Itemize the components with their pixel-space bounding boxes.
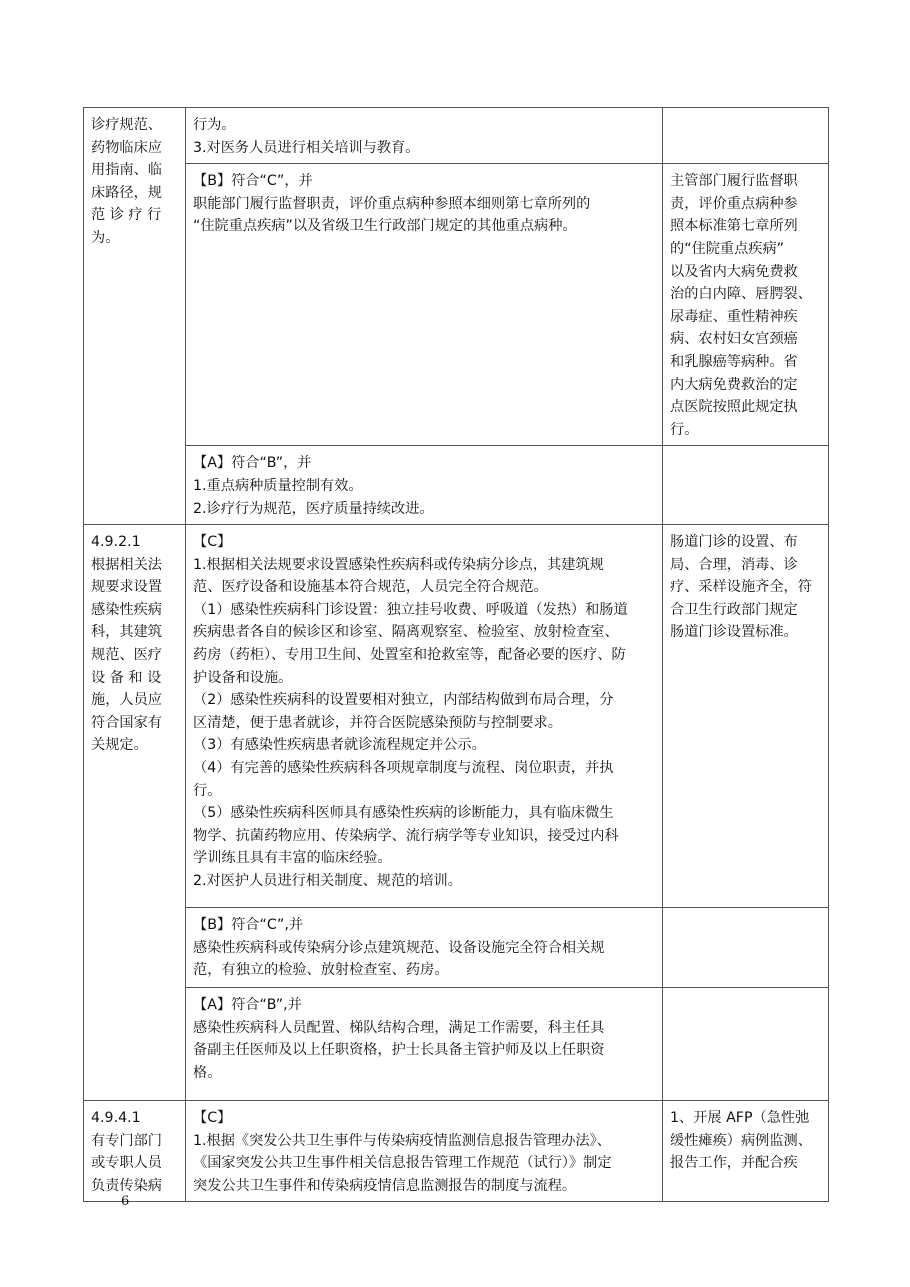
note-line: 治的白内障、唇腭裂、 xyxy=(670,286,812,303)
note-cell xyxy=(663,525,829,908)
standard-line: 护设备和设施。 xyxy=(193,669,293,686)
note-line: 病、农村妇女宫颈癌 xyxy=(670,331,798,348)
page-number: 6 xyxy=(121,1194,130,1209)
standard-line: 疾病患者各自的候诊区和诊室、隔离观察室、检验室、放射检查室、 xyxy=(193,624,619,641)
standard-line: 1.根据相关法规要求设置感染性疾病科或传染病分诊点，其建筑规 xyxy=(193,556,604,573)
table-row xyxy=(84,164,829,446)
standard-line: 突发公共卫生事件和传染病疫情信息监测报告的制度与流程。 xyxy=(193,1177,577,1194)
standard-line: 【B】符合“C”,并 xyxy=(193,917,304,934)
standard-line: 3.对医务人员进行相关培训与教育。 xyxy=(193,139,420,156)
standard-line: 物学、抗菌药物应用、传染病学、流行病学等专业知识，接受过内科 xyxy=(193,827,619,844)
standard-line: 《国家突发公共卫生事件相关信息报告管理工作规范（试行）》制定 xyxy=(193,1155,612,1172)
standard-line: 2.对医护人员进行相关制度、规范的培训。 xyxy=(193,873,462,889)
standard-cell xyxy=(186,1101,663,1202)
note-cell xyxy=(663,988,829,1101)
note-line: 以及省内大病免费救 xyxy=(670,263,798,280)
criterion-line: 4.9.2.1 xyxy=(91,534,141,551)
standard-line: 【A】符合“B”，并 xyxy=(193,455,312,472)
note-line: 责，评价重点病种参 xyxy=(670,195,798,212)
standard-line: 格。 xyxy=(193,1064,222,1081)
note-line: 点医院按照此规定执 xyxy=(670,399,798,416)
standard-line: 职能部门履行监督职责，评价重点病种参照本细则第七章所列的 xyxy=(193,195,591,212)
standard-cell xyxy=(186,525,663,908)
standard-line: 区清楚，便于患者就诊，并符合医院感染预防与控制要求。 xyxy=(193,714,562,731)
note-cell xyxy=(663,908,829,988)
standard-line: 【C】 xyxy=(193,1110,232,1127)
table-row xyxy=(84,525,829,908)
table-row xyxy=(84,1101,829,1202)
criterion-line: 药物临床应 xyxy=(91,139,162,156)
standard-line: （1）感染性疾病科门诊设置：独立挂号收费、呼吸道（发热）和肠道 xyxy=(193,601,628,618)
note-line: 1、开展 AFP（急性弛 xyxy=(670,1110,810,1127)
standard-line: （3）有感染性疾病患者就诊流程规定并公示。 xyxy=(193,737,486,754)
note-cell xyxy=(663,108,829,164)
standard-line: 2.诊疗行为规范，医疗质量持续改进。 xyxy=(193,500,434,517)
standard-cell xyxy=(186,988,663,1101)
standard-line: （4）有完善的感染性疾病科各项规章制度与流程、岗位职责，并执 xyxy=(193,760,614,777)
table-row xyxy=(84,446,829,525)
standard-line: 范，有独立的检验、放射检查室、药房。 xyxy=(193,962,449,979)
standard-line: 药房（药柜）、专用卫生间、处置室和抢救室等，配备必要的医疗、防 xyxy=(193,647,626,664)
standard-line: 感染性疾病科或传染病分诊点建筑规范、设备设施完全符合相关规 xyxy=(193,939,605,956)
table-row xyxy=(84,108,829,164)
standards-table xyxy=(83,107,829,1202)
note-cell xyxy=(663,1101,829,1202)
criterion-line: 诊疗规范、 xyxy=(91,117,162,133)
criterion-line: 负责传染病 xyxy=(91,1177,162,1194)
standard-line: 范、医疗设备和设施基本符合规范，人员完全符合规范。 xyxy=(193,579,548,596)
standard-line: 1.根据《突发公共卫生事件与传染病疫情监测信息报告管理办法》、 xyxy=(193,1132,611,1149)
standard-line: 学训练且具有丰富的临床经验。 xyxy=(193,850,392,867)
criterion-line: 用指南、临 xyxy=(91,162,162,179)
criterion-cell xyxy=(84,108,186,525)
note-line: 报告工作，并配合疾 xyxy=(670,1155,798,1172)
criterion-line: 有专门部门 xyxy=(91,1132,162,1149)
note-line: 和乳腺癌等病种。省 xyxy=(670,353,798,370)
criterion-line: 或专职人员 xyxy=(91,1155,162,1172)
standard-line: “住院重点疾病”以及省级卫生行政部门规定的其他重点病种。 xyxy=(193,218,577,235)
standard-line: 【A】符合“B”,并 xyxy=(193,997,302,1014)
standard-line: （2）感染性疾病科的设置要相对独立，内部结构做到布局合理，分 xyxy=(193,692,614,709)
note-line: 疗、采样设施齐全，符 xyxy=(670,579,812,596)
note-line: 主管部门履行监督职 xyxy=(670,173,798,190)
criterion-line: 施，人员应 xyxy=(91,692,162,709)
criterion-line: 为。 xyxy=(91,229,120,246)
criterion-line: 设 备 和 设 xyxy=(91,669,162,686)
standard-cell xyxy=(186,108,663,164)
note-line: 内大病免费救治的定 xyxy=(670,376,798,393)
criterion-line: 规要求设置 xyxy=(91,579,162,596)
criterion-line: 规范、医疗 xyxy=(91,647,162,664)
criterion-line: 科，其建筑 xyxy=(91,624,162,641)
table-row xyxy=(84,988,829,1101)
criterion-line: 根据相关法 xyxy=(91,556,162,573)
criterion-line: 范 诊 疗 行 xyxy=(91,207,162,224)
criterion-line: 床路径，规 xyxy=(91,184,162,201)
standard-line: 感染性疾病科人员配置、梯队结构合理，满足工作需要，科主任具 xyxy=(193,1019,605,1036)
criterion-line: 符合国家有 xyxy=(91,714,162,731)
note-cell xyxy=(663,164,829,446)
note-line: 局、合理，消毒、诊 xyxy=(670,556,798,573)
standard-cell xyxy=(186,446,663,525)
standard-line: 1.重点病种质量控制有效。 xyxy=(193,477,363,494)
note-line: 缓性瘫痪）病例监测、 xyxy=(670,1132,812,1149)
table-row xyxy=(84,908,829,988)
note-cell xyxy=(663,446,829,525)
note-line: 的“住院重点疾病” xyxy=(670,240,785,257)
note-line: 肠道门诊设置标准。 xyxy=(670,624,798,641)
criterion-line: 感染性疾病 xyxy=(91,601,162,618)
note-line: 合卫生行政部门规定 xyxy=(670,601,798,618)
criterion-cell xyxy=(84,525,186,1101)
standard-line: （5）感染性疾病科医师具有感染性疾病的诊断能力，具有临床微生 xyxy=(193,805,614,822)
standard-line: 行为。 xyxy=(193,117,236,133)
criterion-cell xyxy=(84,1101,186,1202)
note-line: 照本标准第七章所列 xyxy=(670,218,798,235)
standard-line: 【C】 xyxy=(193,534,232,551)
standard-line: 【B】符合“C”，并 xyxy=(193,173,313,190)
note-line: 尿毒症、重性精神疾 xyxy=(670,308,798,325)
criterion-line: 4.9.4.1 xyxy=(91,1110,141,1127)
note-line: 行。 xyxy=(670,421,699,438)
criterion-line: 关规定。 xyxy=(91,737,148,754)
note-line: 肠道门诊的设置、布 xyxy=(670,534,798,551)
standard-line: 行。 xyxy=(193,782,222,799)
standard-cell xyxy=(186,164,663,446)
standard-cell xyxy=(186,908,663,988)
standard-line: 备副主任医师及以上任职资格，护士长具备主管护师及以上任职资 xyxy=(193,1042,605,1059)
